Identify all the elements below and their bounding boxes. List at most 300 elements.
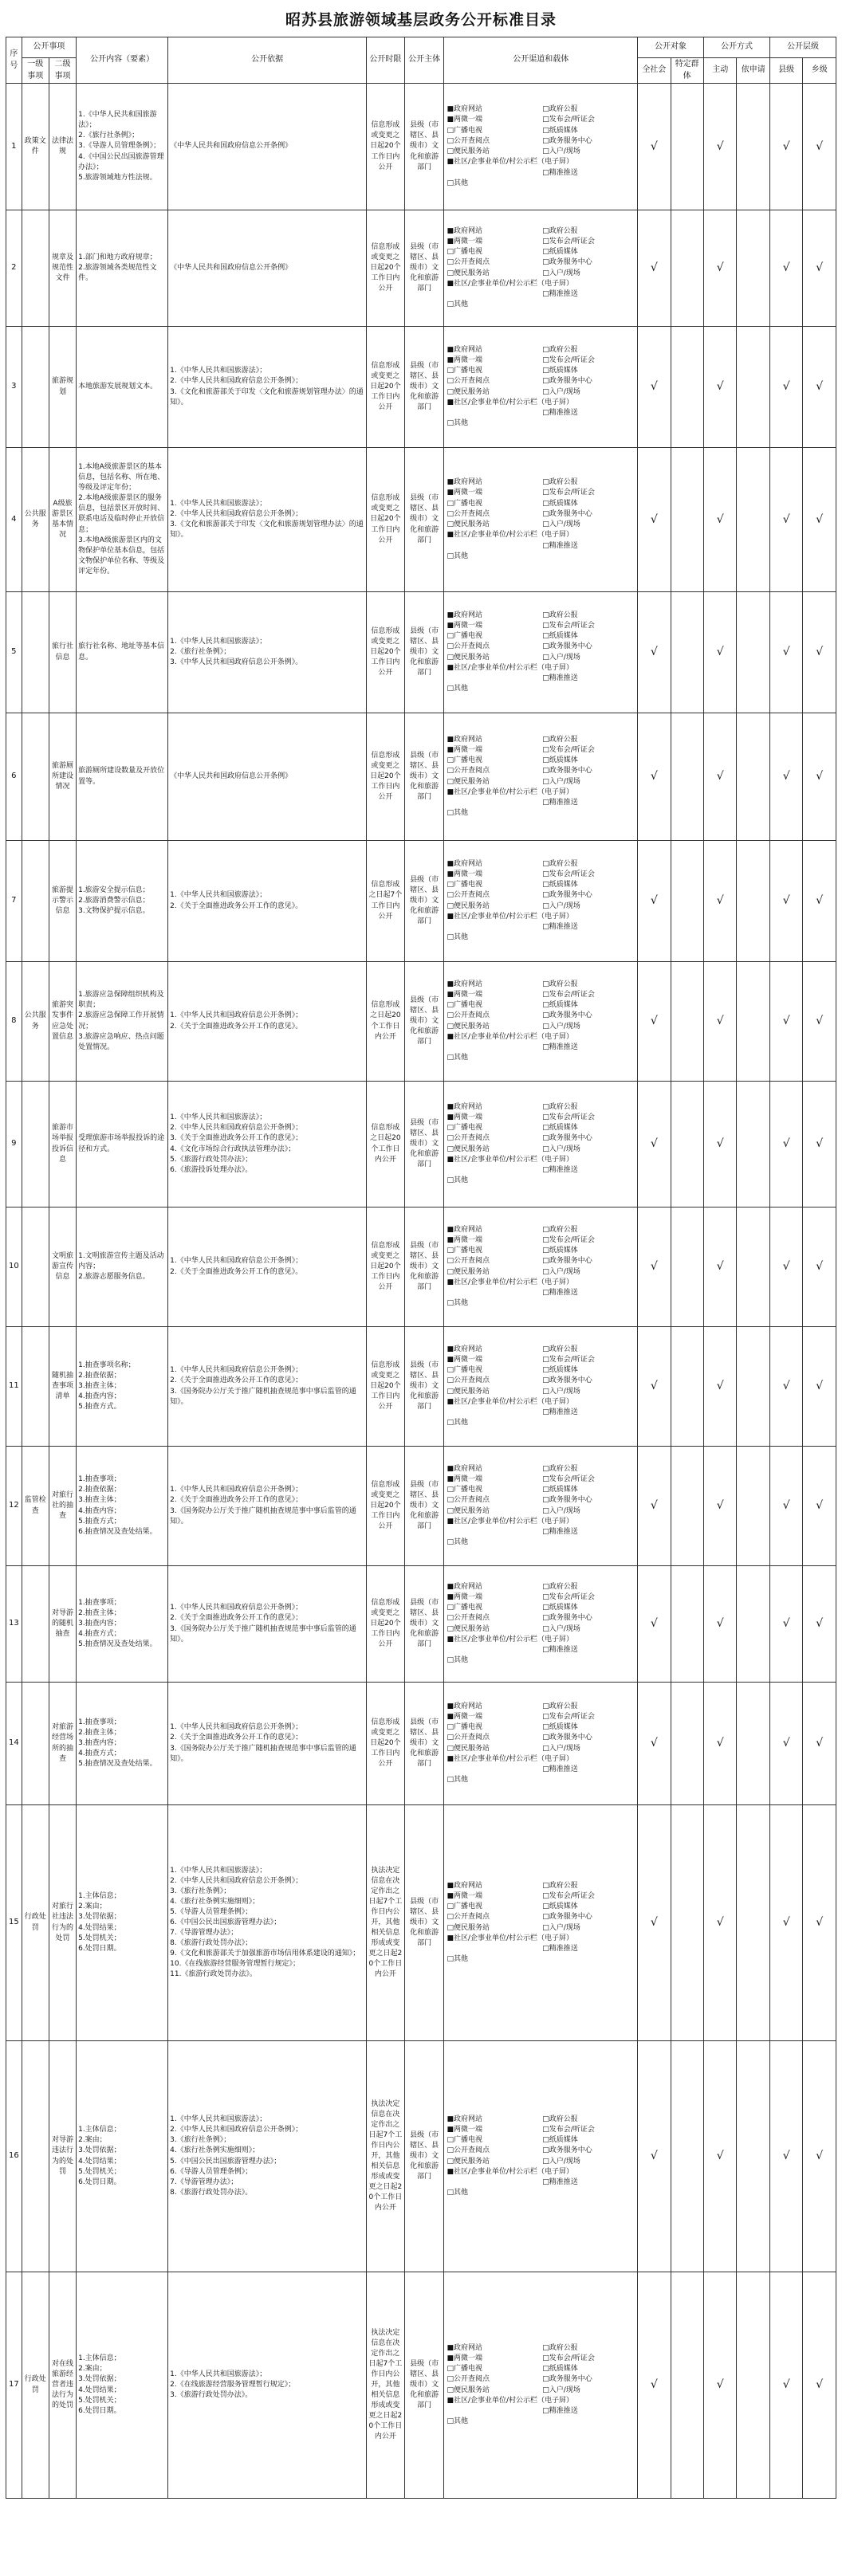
unchecked-box-icon: □ (542, 1145, 549, 1153)
channel-option (447, 1723, 539, 1732)
unchecked-box-icon: □ (447, 632, 454, 640)
channel-option (542, 1124, 635, 1133)
unchecked-box-icon: □ (447, 1387, 454, 1396)
channel-option (542, 1745, 635, 1753)
channel-option (447, 227, 539, 236)
channel-option (542, 1247, 635, 1255)
check-township: √ (803, 1447, 836, 1566)
channel-label: 纸质媒体 (549, 1124, 578, 1132)
unchecked-box-icon: □ (542, 2178, 549, 2186)
channel-label: 入户/现场 (549, 1624, 580, 1633)
empty-cell (671, 1447, 703, 1566)
empty-cell (737, 210, 769, 327)
unchecked-box-icon: □ (542, 1582, 549, 1591)
checked-box-icon: ■ (447, 279, 454, 288)
channel-option (447, 1398, 635, 1407)
channel-option (542, 1226, 635, 1235)
channel-option (447, 169, 539, 178)
unchecked-box-icon: □ (542, 745, 549, 754)
check-active: √ (704, 210, 737, 327)
channel-option (447, 767, 539, 776)
unchecked-box-icon: □ (542, 2115, 549, 2123)
check-active: √ (704, 841, 737, 962)
row-time: 信息形成之日起20个工作日内公开 (367, 1082, 405, 1208)
channel-list (444, 1224, 637, 1310)
row-level1 (22, 1683, 49, 1805)
unchecked-box-icon: □ (542, 1257, 549, 1266)
channel-label: 纸质媒体 (549, 1366, 578, 1374)
empty-cell (737, 713, 769, 841)
unchecked-box-icon: □ (447, 1145, 454, 1153)
channel-label: 社区/企事业单位/村公示栏（电子屏） (453, 1397, 574, 1406)
channel-option (447, 736, 539, 744)
channel-option (542, 510, 635, 519)
channel-label: 发布会/听证会 (549, 1891, 595, 1900)
unchecked-box-icon: □ (542, 1124, 549, 1132)
row-subject: 县级（市辖区、县级市）文化和旅游部门 (404, 841, 444, 962)
channel-option (447, 399, 635, 407)
unchecked-box-icon: □ (447, 777, 454, 786)
check-all: √ (638, 1683, 671, 1805)
check-active: √ (704, 1805, 737, 2041)
unchecked-box-icon: □ (447, 1955, 454, 1964)
channel-label: 政务服务中心 (549, 2146, 592, 2155)
channel-label: 精准推送 (549, 1166, 578, 1174)
channel-label: 便民服务站 (453, 1744, 490, 1753)
channel-option (542, 356, 635, 365)
unchecked-box-icon: □ (447, 1744, 454, 1753)
channel-option (542, 169, 635, 178)
checked-box-icon: ■ (447, 345, 454, 354)
channel-option (542, 1892, 635, 1901)
check-township: √ (803, 1805, 836, 2041)
channel-list (444, 344, 637, 430)
unchecked-box-icon: □ (542, 105, 549, 113)
channel-label: 政府网站 (453, 2343, 482, 2352)
unchecked-box-icon: □ (542, 1366, 549, 1374)
unchecked-box-icon: □ (542, 226, 549, 235)
row-subject: 县级（市辖区、县级市）文化和旅游部门 (404, 327, 444, 448)
unchecked-box-icon: □ (447, 377, 454, 386)
channel-label: 政府公报 (549, 735, 578, 744)
channel-option (447, 248, 539, 257)
channel-label: 两微一端 (453, 2354, 482, 2362)
channel-option (542, 127, 635, 135)
table-row (6, 84, 836, 210)
unchecked-box-icon: □ (447, 1366, 454, 1374)
row-level2: 旅游提示警示信息 (49, 841, 76, 962)
header-basis: 公开依据 (168, 37, 367, 84)
check-county: √ (769, 327, 802, 448)
channel-option (542, 1723, 635, 1732)
unchecked-box-icon: □ (447, 2365, 454, 2373)
header-seq: 序号 (6, 37, 22, 84)
channel-label: 其他 (453, 1776, 468, 1785)
channel-label: 其他 (453, 2417, 468, 2426)
channel-label: 公开查阅点 (453, 2146, 490, 2155)
channel-option (542, 1713, 635, 1722)
row-subject: 县级（市辖区、县级市）文化和旅游部门 (404, 448, 444, 592)
channel-label: 发布会/听证会 (549, 745, 595, 754)
unchecked-box-icon: □ (542, 1496, 549, 1505)
channel-option (447, 1289, 539, 1298)
channel-option (447, 1755, 635, 1764)
unchecked-box-icon: □ (447, 2146, 454, 2155)
table-row (6, 1327, 836, 1447)
channel-option (542, 1903, 635, 1911)
unchecked-box-icon: □ (447, 269, 454, 277)
row-level2: 随机抽查事项清单 (49, 1327, 76, 1447)
row-content: 1.旅游应急保障组织机构及职责； 2.旅游应急保障工作开展情况； 3.旅游应急响应、热点问题处置情况。 (77, 962, 168, 1082)
table-row (6, 1082, 836, 1208)
check-county: √ (769, 1805, 802, 2041)
unchecked-box-icon: □ (447, 1506, 454, 1515)
checked-box-icon: ■ (447, 1345, 454, 1353)
channel-option (447, 179, 539, 188)
channel-label: 社区/企事业单位/村公示栏（电子屏） (453, 531, 574, 540)
check-township: √ (803, 1683, 836, 1805)
table-row (6, 962, 836, 1082)
channel-label: 政府网站 (453, 345, 482, 354)
channel-label: 政府公报 (549, 1345, 578, 1353)
unchecked-box-icon: □ (542, 1022, 549, 1031)
unchecked-box-icon: □ (542, 767, 549, 776)
checked-box-icon: ■ (447, 398, 454, 406)
channel-label: 纸质媒体 (549, 1486, 578, 1494)
table-row (6, 1805, 836, 2041)
unchecked-box-icon: □ (542, 2365, 549, 2373)
channel-label: 入户/现场 (549, 653, 580, 662)
checked-box-icon: ■ (447, 1102, 454, 1111)
row-channels (444, 592, 638, 713)
row-level1 (22, 592, 49, 713)
channel-option (447, 788, 635, 797)
channel-label: 政府网站 (453, 1225, 482, 1234)
unchecked-box-icon: □ (542, 870, 549, 878)
unchecked-box-icon: □ (542, 881, 549, 889)
channel-option (447, 478, 539, 487)
channel-label: 纸质媒体 (549, 499, 578, 508)
channel-option (542, 756, 635, 765)
channel-option (447, 1176, 539, 1185)
header-channel: 公开渠道和载体 (444, 37, 638, 84)
check-township: √ (803, 84, 836, 210)
row-time: 信息形成或变更之日起20个工作日内公开 (367, 713, 405, 841)
check-township: √ (803, 2272, 836, 2499)
row-channels (444, 448, 638, 592)
channel-list (444, 104, 637, 190)
header-level-group: 公开层级 (769, 37, 836, 58)
channel-label: 纸质媒体 (549, 1903, 578, 1910)
row-level2: A级旅游景区基本情况 (49, 448, 76, 592)
unchecked-box-icon: □ (542, 269, 549, 277)
channel-label: 政务服务中心 (549, 509, 592, 518)
channel-label: 其他 (453, 300, 468, 309)
channel-label: 广播电视 (453, 1001, 482, 1009)
unchecked-box-icon: □ (542, 1528, 549, 1536)
unchecked-box-icon: □ (447, 248, 454, 256)
check-all: √ (638, 2272, 671, 2499)
unchecked-box-icon: □ (447, 1299, 454, 1308)
checked-box-icon: ■ (447, 1712, 454, 1721)
channel-label: 纸质媒体 (549, 1247, 578, 1255)
channel-option (542, 860, 635, 869)
channel-label: 广播电视 (453, 499, 482, 508)
unchecked-box-icon: □ (542, 387, 549, 396)
checked-box-icon: ■ (447, 1754, 454, 1763)
channel-option (542, 1583, 635, 1592)
channel-option (542, 902, 635, 911)
unchecked-box-icon: □ (542, 1624, 549, 1633)
empty-cell (737, 2041, 769, 2272)
channel-option (542, 1345, 635, 1354)
row-content: 1.文明旅游宣传主题及活动内容； 2.旅游志愿服务信息。 (77, 1208, 168, 1327)
channel-option (542, 1103, 635, 1112)
channel-label: 广播电视 (453, 248, 482, 256)
channel-option (542, 489, 635, 497)
check-county: √ (769, 2041, 802, 2272)
unchecked-box-icon: □ (447, 1604, 454, 1612)
channel-label: 入户/现场 (549, 1267, 580, 1276)
checked-box-icon: ■ (447, 531, 454, 540)
channel-label: 纸质媒体 (549, 632, 578, 640)
empty-cell (671, 448, 703, 592)
channel-option (447, 1713, 539, 1722)
channel-label: 其他 (453, 552, 468, 560)
row-number: 6 (6, 713, 22, 841)
row-level1 (22, 327, 49, 448)
unchecked-box-icon: □ (542, 2343, 549, 2352)
row-content: 旅行社名称、地址等基本信息。 (77, 592, 168, 713)
channel-option (447, 542, 539, 551)
checked-box-icon: ■ (447, 1881, 454, 1890)
checked-box-icon: ■ (447, 735, 454, 744)
channel-list (444, 1701, 637, 1787)
unchecked-box-icon: □ (542, 2125, 549, 2134)
channel-option (542, 1388, 635, 1396)
channel-option (542, 290, 635, 299)
channel-label: 精准推送 (549, 799, 578, 807)
checked-box-icon: ■ (447, 1517, 454, 1526)
empty-cell (737, 84, 769, 210)
row-level1: 行政处罚 (22, 1805, 49, 2041)
channel-option (542, 500, 635, 509)
channel-label: 发布会/听证会 (549, 489, 595, 497)
channel-option (542, 1113, 635, 1122)
channel-label: 社区/企事业单位/村公示栏（电子屏） (453, 1754, 574, 1763)
check-all: √ (638, 84, 671, 210)
header-content: 公开内容（要素） (77, 37, 168, 84)
row-content: 本地旅游发展规划文本。 (77, 327, 168, 448)
channel-label: 政府网站 (453, 1345, 482, 1353)
channel-option (542, 2375, 635, 2384)
unchecked-box-icon: □ (447, 1923, 454, 1932)
row-number: 8 (6, 962, 22, 1082)
channel-option (447, 870, 539, 879)
channel-label: 发布会/听证会 (549, 1712, 595, 1721)
unchecked-box-icon: □ (447, 2136, 454, 2144)
check-county: √ (769, 1208, 802, 1327)
empty-cell (671, 962, 703, 1082)
unchecked-box-icon: □ (447, 1247, 454, 1255)
channel-label: 公开查阅点 (453, 2375, 490, 2384)
channel-option (447, 1268, 539, 1277)
channel-label: 精准推送 (549, 2407, 578, 2415)
row-content: 1.部门和地方政府规章； 2.旅游领域各类规范性文件。 (77, 210, 168, 327)
channel-label: 政府网站 (453, 1582, 482, 1591)
checked-box-icon: ■ (447, 990, 454, 999)
empty-cell (671, 713, 703, 841)
channel-label: 两微一端 (453, 1113, 482, 1121)
channel-label: 公开查阅点 (453, 1011, 490, 1020)
channel-label: 入户/现场 (549, 1145, 580, 1153)
unchecked-box-icon: □ (542, 1592, 549, 1601)
unchecked-box-icon: □ (542, 1723, 549, 1731)
channel-list (444, 858, 637, 944)
unchecked-box-icon: □ (447, 1624, 454, 1633)
header-level-township: 乡级 (803, 58, 836, 84)
unchecked-box-icon: □ (542, 1913, 549, 1922)
channel-option (447, 1001, 539, 1010)
channel-label: 精准推送 (549, 923, 578, 931)
row-time: 信息形成或变更之日起20个工作日内公开 (367, 84, 405, 210)
channel-label: 政务服务中心 (549, 2375, 592, 2384)
header-mode-group: 公开方式 (704, 37, 770, 58)
row-channels (444, 210, 638, 327)
row-level1 (22, 1566, 49, 1683)
channel-label: 广播电视 (453, 632, 482, 640)
checked-box-icon: ■ (447, 237, 454, 245)
row-basis: 1.《中华人民共和国政府信息公开条例》； 2.《关于全面推进政务公开工作的意见》； 3.《国务院办公厅关于推广随机抽查规范事中事后监管的通知》。 (168, 1447, 367, 1566)
channel-label: 社区/企事业单位/村公示栏（电子屏） (453, 1278, 574, 1286)
channel-option (447, 1124, 539, 1133)
row-level1: 政策文件 (22, 84, 49, 210)
channel-label: 政府公报 (549, 226, 578, 235)
row-channels (444, 1683, 638, 1805)
header-target-all: 全社会 (638, 58, 671, 84)
unchecked-box-icon: □ (542, 126, 549, 135)
empty-cell (671, 1082, 703, 1208)
channel-option (542, 1604, 635, 1612)
header-level1: 一级事项 (22, 58, 49, 84)
channel-option (447, 611, 539, 620)
channel-label: 政务服务中心 (549, 1614, 592, 1623)
channel-option (542, 520, 635, 529)
check-county: √ (769, 713, 802, 841)
channel-list (444, 1880, 637, 1966)
channel-label: 入户/现场 (549, 387, 580, 396)
empty-cell (737, 1208, 769, 1327)
empty-cell (671, 1805, 703, 2041)
channel-option (542, 1465, 635, 1474)
empty-cell (671, 2272, 703, 2499)
channel-option (447, 2168, 635, 2177)
row-channels (444, 2272, 638, 2499)
channel-label: 便民服务站 (453, 147, 490, 155)
unchecked-box-icon: □ (542, 1134, 549, 1143)
unchecked-box-icon: □ (542, 1486, 549, 1494)
check-all: √ (638, 713, 671, 841)
table-row (6, 327, 836, 448)
channel-label: 两微一端 (453, 745, 482, 754)
channel-option (542, 1734, 635, 1742)
check-active: √ (704, 1447, 737, 1566)
row-channels (444, 327, 638, 448)
channel-label: 公开查阅点 (453, 1913, 490, 1922)
unchecked-box-icon: □ (447, 1001, 454, 1009)
empty-cell (671, 1208, 703, 1327)
unchecked-box-icon: □ (542, 1235, 549, 1244)
unchecked-box-icon: □ (542, 1765, 549, 1773)
check-all: √ (638, 592, 671, 713)
row-basis: 1.《中华人民共和国政府信息公开条例》； 2.《关于全面推进政务公开工作的意见》。 (168, 1208, 367, 1327)
row-content: 受理旅游市场举报投诉的途径和方式。 (77, 1082, 168, 1208)
unchecked-box-icon: □ (542, 136, 549, 145)
unchecked-box-icon: □ (542, 345, 549, 354)
check-all: √ (638, 1566, 671, 1683)
row-channels (444, 1082, 638, 1208)
unchecked-box-icon: □ (447, 1419, 454, 1427)
row-subject: 县级（市辖区、县级市）文化和旅游部门 (404, 1447, 444, 1566)
checked-box-icon: ■ (447, 105, 454, 113)
channel-label: 便民服务站 (453, 520, 490, 528)
row-basis: 1.《中华人民共和国旅游法》； 2.《在线旅游经营服务管理暂行规定》； 3.《旅游行政处罚办法》。 (168, 2272, 367, 2499)
channel-label: 入户/现场 (549, 269, 580, 277)
channel-label: 精准推送 (549, 1043, 578, 1051)
row-channels (444, 962, 638, 1082)
unchecked-box-icon: □ (447, 2417, 454, 2426)
unchecked-box-icon: □ (542, 1225, 549, 1234)
unchecked-box-icon: □ (447, 136, 454, 145)
channel-label: 其他 (453, 1656, 468, 1665)
row-level1 (22, 841, 49, 962)
channel-label: 便民服务站 (453, 653, 490, 662)
unchecked-box-icon: □ (447, 126, 454, 135)
channel-label: 发布会/听证会 (549, 237, 595, 245)
channel-option (542, 248, 635, 257)
unchecked-box-icon: □ (542, 1475, 549, 1483)
channel-label: 两微一端 (453, 1235, 482, 1244)
channel-option (447, 137, 539, 146)
check-county: √ (769, 1447, 802, 1566)
channel-option (447, 923, 539, 932)
channel-list (444, 1344, 637, 1430)
channel-option (447, 1625, 539, 1634)
channel-option (542, 2158, 635, 2166)
checked-box-icon: ■ (447, 226, 454, 235)
checked-box-icon: ■ (447, 1934, 454, 1942)
channel-label: 纸质媒体 (549, 2136, 578, 2144)
channel-option (542, 1134, 635, 1143)
channel-option (542, 2126, 635, 2134)
empty-cell (671, 1327, 703, 1447)
row-level2: 对导游的随机抽查 (49, 1566, 76, 1683)
channel-label: 其他 (453, 1955, 468, 1964)
unchecked-box-icon: □ (542, 1712, 549, 1721)
channel-option (447, 2115, 539, 2124)
check-all: √ (638, 448, 671, 592)
checked-box-icon: ■ (447, 1278, 454, 1286)
channel-label: 政务服务中心 (549, 767, 592, 776)
checked-box-icon: ■ (447, 1475, 454, 1483)
channel-option (447, 1656, 539, 1665)
channel-label: 纸质媒体 (549, 367, 578, 375)
channel-label: 精准推送 (549, 168, 578, 177)
channel-label: 广播电视 (453, 126, 482, 135)
unchecked-box-icon: □ (447, 2157, 454, 2166)
channel-label: 两微一端 (453, 489, 482, 497)
channel-label: 入户/现场 (549, 777, 580, 786)
